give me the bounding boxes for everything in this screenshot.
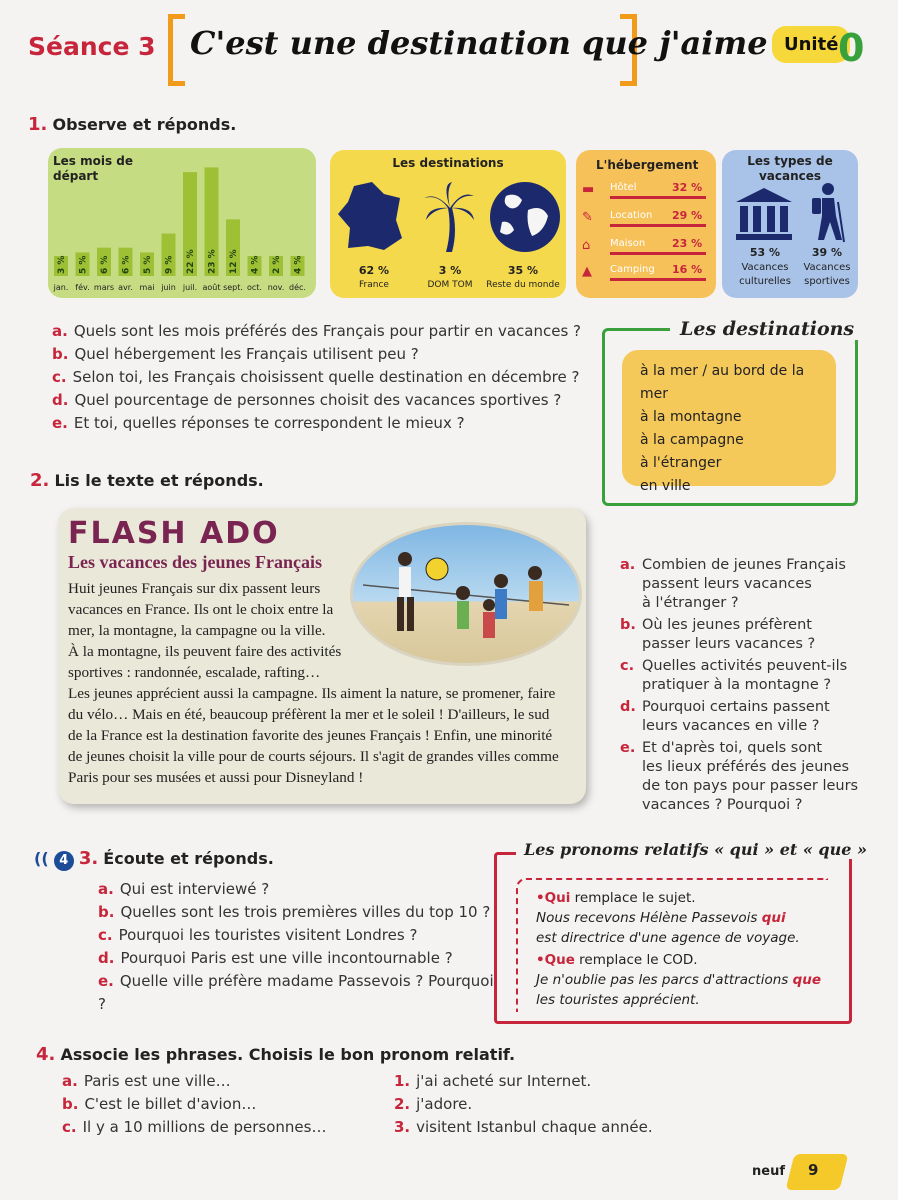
q4-left-letter: c. (62, 1118, 77, 1136)
q2-question-letter: e. (620, 740, 636, 756)
q4-heading (36, 1044, 515, 1065)
hebergement-icon-0: ▬ (582, 182, 595, 197)
types-title: Les types de vacances (747, 154, 833, 183)
destination-item: en ville (640, 478, 691, 494)
q4-left-column (62, 1070, 382, 1139)
type-culturel-label: Vacances culturelles (739, 262, 791, 287)
hebergement-label: Maison (610, 238, 646, 249)
destinations-box-title: Les destinations (670, 318, 864, 340)
q2-question-letter: c. (620, 658, 635, 674)
destination-item: à l'étranger (640, 455, 722, 471)
article-line: du vélo… Mais en été, beaucoup préfèrent la mer et le soleil ! D'ailleurs, le sud (68, 706, 550, 723)
q1-question-text: Et toi, quelles réponses te correspondent le mieux ? (73, 414, 465, 432)
destination-item: à la montagne (640, 409, 742, 425)
q1-question-letter: b. (52, 345, 69, 363)
q1-title: Observe et réponds. (52, 115, 237, 134)
q2-question-letter: a. (620, 557, 636, 573)
q2-question-item (620, 739, 870, 815)
q4-right-letter: 3. (394, 1118, 411, 1136)
article-line: Paris pour ses musées et aussi pour Disneyland ! (68, 769, 364, 786)
q4-left-text: Paris est une ville… (83, 1072, 231, 1090)
hebergement-underline (610, 278, 706, 281)
que-bullet: • (536, 952, 545, 968)
palm-tree-icon (422, 180, 476, 252)
destinations-panel (330, 150, 566, 298)
q2-question-letter: d. (620, 699, 636, 715)
qui-bullet: • (536, 890, 545, 906)
bar-category-label: août (202, 283, 221, 292)
pronoms-que-rule (536, 950, 836, 1010)
destinations-title: Les destinations (392, 156, 504, 170)
dest-france-pct: 62 % (358, 264, 390, 277)
q2-question-line: Et d'après toi, quels sont (642, 740, 823, 756)
q1-question-letter: c. (52, 368, 67, 386)
q1-question-item (52, 320, 592, 343)
q1-question-text: Quels sont les mois préférés des Français pour partir en vacances ? (73, 322, 582, 340)
bar-category-label: oct. (247, 283, 262, 292)
q1-question-text: Selon toi, les Français choisissent quelle destination en décembre ? (72, 368, 580, 386)
q4-left-text: C'est le billet d'avion… (84, 1095, 257, 1113)
bar-category-label: fév. (75, 283, 90, 292)
bar-category-label: mai (139, 283, 155, 292)
que-example-keyword: que (792, 972, 822, 988)
q3-question-letter: d. (98, 949, 115, 967)
q3-question-text: Pourquoi Paris est une ville incontournable ? (120, 949, 453, 967)
title-bracket-left (168, 14, 185, 86)
article-body (68, 578, 559, 788)
types-panel (722, 150, 858, 298)
q3-question-item (98, 924, 498, 947)
dest-france-label: France (359, 280, 389, 290)
q3-question-letter: e. (98, 972, 114, 990)
bar-category-label: sept. (223, 283, 243, 292)
q2-question-line: pratiquer à la montagne ? (642, 677, 832, 693)
q3-heading (34, 848, 274, 871)
q1-question-text: Quel pourcentage de personnes choisit des vacances sportives ? (74, 391, 562, 409)
q2-question-line: Où les jeunes préfèrent (642, 617, 812, 633)
q2-question-line: de ton pays pour passer leurs (642, 778, 859, 794)
article-line: Huit jeunes Français sur dix passent leurs (68, 580, 321, 597)
chart-panel (48, 148, 316, 298)
hebergement-icon-1: ✎ (582, 210, 593, 225)
q4-left-text: Il y a 10 millions de personnes… (82, 1118, 327, 1136)
bar-chart (48, 148, 316, 298)
q1-question-letter: e. (52, 414, 68, 432)
unite-badge: Unité (772, 26, 850, 63)
que-rule-text: remplace le COD. (574, 952, 698, 968)
article-line: sportives : randonnée, escalade, rafting… (68, 664, 321, 681)
que-word: Que (544, 952, 575, 968)
q4-title: Associe les phrases. Choisis le bon pronom relatif. (60, 1045, 516, 1064)
bar-value-label: 3 % (57, 255, 67, 274)
q3-question-item (98, 878, 498, 901)
type-sportif-label: Vacances sportives (803, 262, 851, 287)
q4-left-item (62, 1070, 382, 1093)
bar-value-label: 4 % (293, 255, 304, 274)
q2-question-line: Quelles activités peuvent-ils (642, 658, 848, 674)
bar-value-label: 4 % (250, 255, 261, 274)
article-line: À la montagne, ils peuvent faire des activités (68, 643, 342, 660)
chart-title: Les mois de départ (53, 154, 134, 183)
q2-question-item (620, 698, 870, 736)
q3-question-text: Pourquoi les touristes visitent Londres ? (118, 926, 418, 944)
bar-category-label: juin (161, 283, 176, 292)
globe-icon (488, 180, 562, 254)
bar-value-label: 23 % (207, 249, 218, 274)
dest-domtom-pct: 3 % (438, 264, 462, 277)
article-title: Les vacances des jeunes Français (68, 552, 322, 572)
article-line: vacances en France. Ils ont le choix entre la (68, 601, 334, 618)
destination-item: à la mer / au bord de la mer (640, 363, 805, 402)
museum-icon (734, 186, 794, 242)
footer-page-word: neuf (752, 1164, 785, 1179)
flash-ado-article (58, 508, 586, 804)
flash-ado-title: FLASH ADO (68, 516, 280, 551)
q4-right-column (394, 1070, 714, 1139)
q1-question-item (52, 343, 592, 366)
q1-question-item (52, 366, 592, 389)
destination-item: à la campagne (640, 432, 744, 448)
q2-question-item (620, 616, 870, 654)
q4-right-item (394, 1116, 714, 1139)
q1-question-letter: d. (52, 391, 69, 409)
qui-rule-text: remplace le sujet. (570, 890, 696, 906)
q1-question-item (52, 412, 592, 435)
dest-monde-pct: 35 % (507, 264, 539, 277)
seance-label: Séance 3 (28, 32, 156, 61)
q4-right-text: j'adore. (416, 1095, 473, 1113)
hebergement-icon-2: ⌂ (582, 238, 591, 253)
q4-left-item (62, 1093, 382, 1116)
q2-heading (30, 470, 264, 491)
q4-right-text: visitent Istanbul chaque année. (416, 1118, 653, 1136)
q1-question-text: Quel hébergement les Français utilisent peu ? (74, 345, 419, 363)
qui-example-keyword: qui (761, 910, 786, 926)
bar-value-label: 2 % (272, 255, 282, 274)
que-example-start: Je n'oublie pas les parcs d'attractions (536, 972, 793, 988)
q3-question-item (98, 947, 498, 970)
hebergement-underline (610, 252, 706, 255)
bar-value-label: 9 % (164, 255, 175, 274)
q3-number: 3. (78, 848, 99, 869)
q4-left-letter: a. (62, 1072, 78, 1090)
q4-right-item (394, 1093, 714, 1116)
hebergement-label: Camping (610, 264, 655, 275)
q2-title: Lis le texte et réponds. (54, 471, 264, 490)
q3-question-letter: b. (98, 903, 115, 921)
q4-right-letter: 1. (394, 1072, 411, 1090)
hiker-icon (808, 182, 848, 244)
q2-question-line: Combien de jeunes Français (642, 557, 846, 573)
q4-right-text: j'ai acheté sur Internet. (416, 1072, 592, 1090)
q3-question-letter: a. (98, 880, 114, 898)
q2-question-letter: b. (620, 617, 636, 633)
hebergement-pct: 29 % (672, 209, 703, 222)
q3-title: Écoute et réponds. (103, 849, 274, 868)
q4-number: 4. (36, 1044, 56, 1065)
bar-category-label: mars (93, 283, 115, 292)
hebergement-icon-3: ▲ (582, 264, 592, 279)
q2-question-line: Pourquoi certains passent (642, 699, 830, 715)
bar-value-label: 5 % (78, 255, 89, 274)
dest-domtom-label: DOM TOM (427, 280, 473, 290)
q1-number: 1. (28, 114, 48, 135)
hebergement-pct: 23 % (672, 237, 703, 250)
q3-question-letter: c. (98, 926, 113, 944)
q2-number: 2. (30, 470, 50, 491)
bar-category-label: nov. (267, 283, 285, 292)
q4-left-letter: b. (62, 1095, 79, 1113)
hebergement-label: Hôtel (610, 182, 637, 193)
q1-heading (28, 114, 236, 135)
q2-question-item (620, 556, 870, 613)
type-sportif-pct: 39 % (811, 246, 843, 259)
hebergement-panel (576, 150, 716, 298)
bar-category-label: juil. (182, 283, 198, 292)
que-example-end: les touristes apprécient. (536, 992, 700, 1008)
q3-question-text: Quelle ville préfère madame Passevois ? Pourquoi ? (98, 972, 494, 1013)
qui-example-end: est directrice d'une agence de voyage. (536, 930, 800, 946)
q2-question-line: les lieux préférés des jeunes (642, 759, 850, 775)
qui-example-start: Nous recevons Hélène Passevois (536, 910, 762, 926)
france-map-icon (334, 180, 404, 252)
q3-question-text: Quelles sont les trois premières villes du top 10 ? (120, 903, 491, 921)
q4-right-item (394, 1070, 714, 1093)
bar-category-label: avr. (118, 283, 133, 292)
q3-questions (98, 878, 498, 1016)
q3-question-item (98, 970, 498, 1016)
q1-questions (52, 320, 592, 435)
q1-question-item (52, 389, 592, 412)
q2-question-line: vacances ? Pourquoi ? (642, 797, 803, 813)
q2-question-item (620, 657, 870, 695)
q3-question-text: Qui est interviewé ? (119, 880, 270, 898)
article-line: mer, la montagne, la campagne ou la ville. (68, 622, 326, 639)
destinations-box-list (622, 350, 836, 494)
q2-question-line: à l'étranger ? (642, 595, 739, 611)
page-title: C'est une destination que j'aime (190, 24, 768, 62)
footer-page-number: 9 (808, 1161, 819, 1179)
hebergement-pct: 16 % (672, 263, 703, 276)
q2-question-line: passer leurs vacances ? (642, 636, 816, 652)
bar-category-label: jan. (53, 283, 69, 292)
type-culturel-pct: 53 % (749, 246, 781, 259)
q2-question-line: passent leurs vacances (642, 576, 812, 592)
bar-value-label: 6 % (121, 255, 132, 274)
q2-question-line: leurs vacances en ville ? (642, 718, 820, 734)
qui-word: Qui (544, 890, 571, 906)
hebergement-underline (610, 224, 706, 227)
hebergement-underline (610, 196, 706, 199)
q4-left-item (62, 1116, 382, 1139)
bar-category-label: déc. (289, 283, 306, 292)
q2-questions (620, 556, 870, 818)
dest-monde-label: Reste du monde (486, 280, 560, 290)
pronoms-qui-rule (536, 888, 836, 948)
hebergement-label: Location (610, 210, 653, 221)
q1-question-letter: a. (52, 322, 68, 340)
hebergement-title: L'hébergement (596, 158, 699, 172)
bar-value-label: 6 % (100, 255, 110, 274)
q3-question-item (98, 901, 498, 924)
article-line: Les jeunes apprécient aussi la campagne. Ils aiment la nature, se promener, faire (68, 685, 556, 702)
bar-value-label: 5 % (143, 255, 153, 274)
bar-value-label: 12 % (229, 249, 239, 274)
article-line: de jeunes choisit la ville pour de courts séjours. Il s'agit de grandes villes comme (68, 748, 559, 765)
audio-waves-icon: (( (34, 849, 49, 868)
article-line: de la France est la destination favorite des jeunes Français ! Enfin, une minorité (68, 727, 553, 744)
q4-right-letter: 2. (394, 1095, 411, 1113)
bar-value-label: 22 % (186, 249, 196, 274)
audio-track-badge[interactable]: 4 (54, 851, 74, 871)
unite-number: 0 (838, 26, 865, 70)
pronoms-box-title: Les pronoms relatifs « qui » et « que » (516, 840, 875, 859)
hebergement-pct: 32 % (672, 181, 703, 194)
